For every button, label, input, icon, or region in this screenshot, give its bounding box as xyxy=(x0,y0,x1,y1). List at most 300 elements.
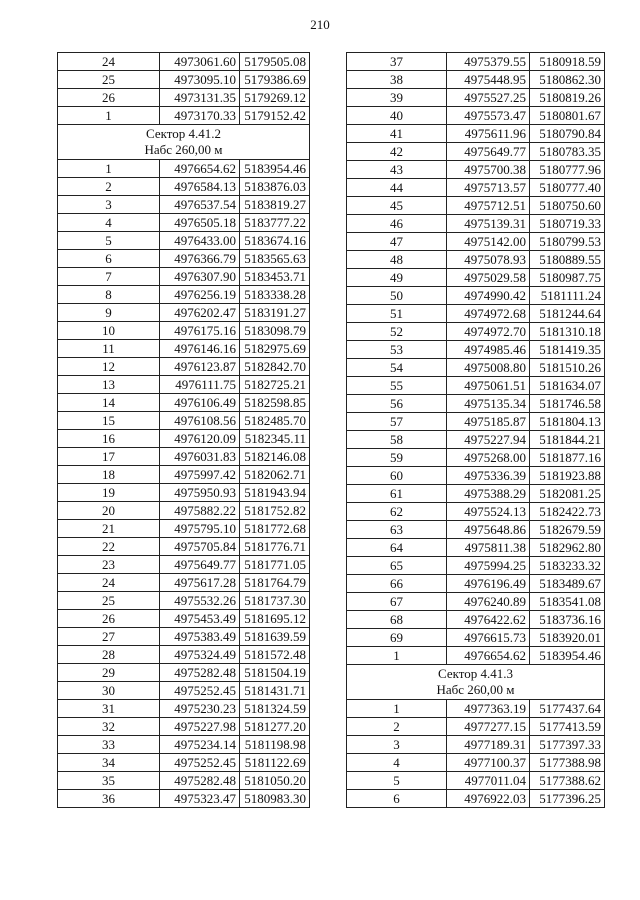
table-row xyxy=(347,359,605,377)
y-coordinate: 5181764.79 xyxy=(240,574,310,592)
y-coordinate: 5180987.75 xyxy=(530,269,605,287)
table-row xyxy=(58,592,310,610)
point-number: 51 xyxy=(347,305,447,323)
table-row xyxy=(58,448,310,466)
point-number: 6 xyxy=(58,250,160,268)
point-number: 42 xyxy=(347,143,447,161)
coordinates-table-left xyxy=(57,52,310,808)
table-row xyxy=(58,484,310,502)
table-row xyxy=(58,160,310,178)
point-number: 2 xyxy=(347,718,447,736)
x-coordinate: 4976202.47 xyxy=(160,304,240,322)
point-number: 30 xyxy=(58,682,160,700)
y-coordinate: 5181510.26 xyxy=(530,359,605,377)
point-number: 46 xyxy=(347,215,447,233)
point-number: 20 xyxy=(58,502,160,520)
y-coordinate: 5181244.64 xyxy=(530,305,605,323)
point-number: 47 xyxy=(347,233,447,251)
point-number: 22 xyxy=(58,538,160,556)
x-coordinate: 4977100.37 xyxy=(447,754,530,772)
y-coordinate: 5181324.59 xyxy=(240,700,310,718)
point-number: 38 xyxy=(347,71,447,89)
point-number: 15 xyxy=(58,412,160,430)
table-row xyxy=(347,539,605,557)
x-coordinate: 4975795.10 xyxy=(160,520,240,538)
x-coordinate: 4975029.58 xyxy=(447,269,530,287)
point-number: 44 xyxy=(347,179,447,197)
y-coordinate: 5181943.94 xyxy=(240,484,310,502)
point-number: 1 xyxy=(347,647,447,665)
table-row xyxy=(347,125,605,143)
y-coordinate: 5180983.30 xyxy=(240,790,310,808)
table-row xyxy=(347,629,605,647)
point-number: 61 xyxy=(347,485,447,503)
sector-header xyxy=(347,665,605,700)
y-coordinate: 5181122.69 xyxy=(240,754,310,772)
x-coordinate: 4975388.29 xyxy=(447,485,530,503)
x-coordinate: 4976146.16 xyxy=(160,340,240,358)
y-coordinate: 5183541.08 xyxy=(530,593,605,611)
table-row xyxy=(347,161,605,179)
table-row xyxy=(58,736,310,754)
x-coordinate: 4976175.16 xyxy=(160,322,240,340)
table-row xyxy=(347,557,605,575)
table-row xyxy=(347,233,605,251)
point-number: 36 xyxy=(58,790,160,808)
table-row xyxy=(58,286,310,304)
y-coordinate: 5181111.24 xyxy=(530,287,605,305)
table-row xyxy=(58,196,310,214)
x-coordinate: 4975135.34 xyxy=(447,395,530,413)
point-number: 33 xyxy=(58,736,160,754)
table-row xyxy=(347,772,605,790)
y-coordinate: 5180801.67 xyxy=(530,107,605,125)
x-coordinate: 4976584.13 xyxy=(160,178,240,196)
table-row xyxy=(347,395,605,413)
x-coordinate: 4975648.86 xyxy=(447,521,530,539)
x-coordinate: 4976031.83 xyxy=(160,448,240,466)
x-coordinate: 4975078.93 xyxy=(447,251,530,269)
point-number: 26 xyxy=(58,610,160,628)
point-number: 48 xyxy=(347,251,447,269)
point-number: 11 xyxy=(58,340,160,358)
y-coordinate: 5183876.03 xyxy=(240,178,310,196)
x-coordinate: 4976106.49 xyxy=(160,394,240,412)
sector-header-row xyxy=(58,125,310,160)
y-coordinate: 5182842.70 xyxy=(240,358,310,376)
y-coordinate: 5177397.33 xyxy=(530,736,605,754)
point-number: 12 xyxy=(58,358,160,376)
table-row xyxy=(347,467,605,485)
table-row xyxy=(58,71,310,89)
x-coordinate: 4975230.23 xyxy=(160,700,240,718)
y-coordinate: 5183489.67 xyxy=(530,575,605,593)
y-coordinate: 5183453.71 xyxy=(240,268,310,286)
y-coordinate: 5181752.82 xyxy=(240,502,310,520)
y-coordinate: 5181923.88 xyxy=(530,467,605,485)
x-coordinate: 4975227.98 xyxy=(160,718,240,736)
y-coordinate: 5183098.79 xyxy=(240,322,310,340)
y-coordinate: 5180862.30 xyxy=(530,71,605,89)
point-number: 28 xyxy=(58,646,160,664)
table-row xyxy=(347,575,605,593)
table-row xyxy=(58,178,310,196)
x-coordinate: 4975700.38 xyxy=(447,161,530,179)
y-coordinate: 5181198.98 xyxy=(240,736,310,754)
table-row xyxy=(58,394,310,412)
y-coordinate: 5181431.71 xyxy=(240,682,310,700)
y-coordinate: 5180819.26 xyxy=(530,89,605,107)
y-coordinate: 5181695.12 xyxy=(240,610,310,628)
y-coordinate: 5180918.59 xyxy=(530,53,605,71)
x-coordinate: 4976505.18 xyxy=(160,214,240,232)
x-coordinate: 4975524.13 xyxy=(447,503,530,521)
y-coordinate: 5181776.71 xyxy=(240,538,310,556)
x-coordinate: 4976196.49 xyxy=(447,575,530,593)
table-row xyxy=(58,358,310,376)
point-number: 64 xyxy=(347,539,447,557)
table-row xyxy=(58,250,310,268)
x-coordinate: 4975139.31 xyxy=(447,215,530,233)
x-coordinate: 4977189.31 xyxy=(447,736,530,754)
x-coordinate: 4976654.62 xyxy=(160,160,240,178)
y-coordinate: 5180777.96 xyxy=(530,161,605,179)
point-number: 4 xyxy=(58,214,160,232)
x-coordinate: 4975997.42 xyxy=(160,466,240,484)
point-number: 54 xyxy=(347,359,447,377)
point-number: 1 xyxy=(58,107,160,125)
y-coordinate: 5181771.05 xyxy=(240,556,310,574)
x-coordinate: 4976307.90 xyxy=(160,268,240,286)
y-coordinate: 5183954.46 xyxy=(240,160,310,178)
y-coordinate: 5182146.08 xyxy=(240,448,310,466)
x-coordinate: 4975336.39 xyxy=(447,467,530,485)
y-coordinate: 5181746.58 xyxy=(530,395,605,413)
x-coordinate: 4977011.04 xyxy=(447,772,530,790)
sector-header-row xyxy=(347,665,605,700)
y-coordinate: 5182962.80 xyxy=(530,539,605,557)
y-coordinate: 5180790.84 xyxy=(530,125,605,143)
x-coordinate: 4973131.35 xyxy=(160,89,240,107)
x-coordinate: 4977363.19 xyxy=(447,700,530,718)
table-row xyxy=(58,304,310,322)
point-number: 68 xyxy=(347,611,447,629)
table-row xyxy=(58,664,310,682)
y-coordinate: 5182679.59 xyxy=(530,521,605,539)
table-row xyxy=(58,232,310,250)
x-coordinate: 4975950.93 xyxy=(160,484,240,502)
table-row xyxy=(58,268,310,286)
x-coordinate: 4975383.49 xyxy=(160,628,240,646)
y-coordinate: 5181310.18 xyxy=(530,323,605,341)
table-row xyxy=(58,430,310,448)
x-coordinate: 4975323.47 xyxy=(160,790,240,808)
x-coordinate: 4976240.89 xyxy=(447,593,530,611)
table-row xyxy=(347,251,605,269)
x-coordinate: 4975649.77 xyxy=(160,556,240,574)
point-number: 49 xyxy=(347,269,447,287)
table-row xyxy=(58,610,310,628)
point-number: 58 xyxy=(347,431,447,449)
point-number: 5 xyxy=(58,232,160,250)
y-coordinate: 5183674.16 xyxy=(240,232,310,250)
table-row xyxy=(347,485,605,503)
table-row xyxy=(347,736,605,754)
y-coordinate: 5181804.13 xyxy=(530,413,605,431)
point-number: 39 xyxy=(347,89,447,107)
point-number: 56 xyxy=(347,395,447,413)
point-number: 7 xyxy=(58,268,160,286)
y-coordinate: 5182422.73 xyxy=(530,503,605,521)
sector-height: Набс 260,00 м xyxy=(436,682,515,697)
point-number: 21 xyxy=(58,520,160,538)
x-coordinate: 4975527.25 xyxy=(447,89,530,107)
x-coordinate: 4975453.49 xyxy=(160,610,240,628)
table-row xyxy=(58,466,310,484)
point-number: 62 xyxy=(347,503,447,521)
table-row xyxy=(347,107,605,125)
x-coordinate: 4974990.42 xyxy=(447,287,530,305)
table-row xyxy=(58,520,310,538)
point-number: 43 xyxy=(347,161,447,179)
x-coordinate: 4976615.73 xyxy=(447,629,530,647)
table-row xyxy=(347,790,605,808)
x-coordinate: 4975448.95 xyxy=(447,71,530,89)
point-number: 45 xyxy=(347,197,447,215)
y-coordinate: 5181419.35 xyxy=(530,341,605,359)
x-coordinate: 4975882.22 xyxy=(160,502,240,520)
x-coordinate: 4975994.25 xyxy=(447,557,530,575)
table-row xyxy=(58,574,310,592)
y-coordinate: 5179386.69 xyxy=(240,71,310,89)
x-coordinate: 4976422.62 xyxy=(447,611,530,629)
y-coordinate: 5177413.59 xyxy=(530,718,605,736)
y-coordinate: 5182062.71 xyxy=(240,466,310,484)
y-coordinate: 5181050.20 xyxy=(240,772,310,790)
table-row xyxy=(347,305,605,323)
x-coordinate: 4976922.03 xyxy=(447,790,530,808)
x-coordinate: 4976654.62 xyxy=(447,647,530,665)
table-row xyxy=(58,628,310,646)
x-coordinate: 4975061.51 xyxy=(447,377,530,395)
table-row xyxy=(347,718,605,736)
y-coordinate: 5177396.25 xyxy=(530,790,605,808)
x-coordinate: 4976433.00 xyxy=(160,232,240,250)
table-row xyxy=(347,521,605,539)
table-row xyxy=(347,647,605,665)
point-number: 34 xyxy=(58,754,160,772)
point-number: 5 xyxy=(347,772,447,790)
x-coordinate: 4975573.47 xyxy=(447,107,530,125)
table-row xyxy=(58,502,310,520)
sector-title: Сектор 4.41.3 xyxy=(437,666,513,681)
x-coordinate: 4975252.45 xyxy=(160,682,240,700)
point-number: 29 xyxy=(58,664,160,682)
y-coordinate: 5183954.46 xyxy=(530,647,605,665)
table-row xyxy=(58,322,310,340)
x-coordinate: 4975712.51 xyxy=(447,197,530,215)
y-coordinate: 5180719.33 xyxy=(530,215,605,233)
table-row xyxy=(347,53,605,71)
x-coordinate: 4976108.56 xyxy=(160,412,240,430)
y-coordinate: 5183777.22 xyxy=(240,214,310,232)
table-row xyxy=(347,179,605,197)
point-number: 3 xyxy=(58,196,160,214)
table-row xyxy=(347,377,605,395)
y-coordinate: 5183736.16 xyxy=(530,611,605,629)
y-coordinate: 5181639.59 xyxy=(240,628,310,646)
y-coordinate: 5177388.62 xyxy=(530,772,605,790)
table-row xyxy=(347,431,605,449)
x-coordinate: 4976111.75 xyxy=(160,376,240,394)
point-number: 19 xyxy=(58,484,160,502)
sector-title: Сектор 4.41.2 xyxy=(145,126,221,141)
table-row xyxy=(347,503,605,521)
y-coordinate: 5183565.63 xyxy=(240,250,310,268)
y-coordinate: 5180783.35 xyxy=(530,143,605,161)
table-row xyxy=(58,718,310,736)
x-coordinate: 4975142.00 xyxy=(447,233,530,251)
y-coordinate: 5181844.21 xyxy=(530,431,605,449)
y-coordinate: 5177388.98 xyxy=(530,754,605,772)
table-row xyxy=(347,323,605,341)
point-number: 55 xyxy=(347,377,447,395)
point-number: 50 xyxy=(347,287,447,305)
point-number: 4 xyxy=(347,754,447,772)
y-coordinate: 5181572.48 xyxy=(240,646,310,664)
table-row xyxy=(58,646,310,664)
table-row xyxy=(347,71,605,89)
x-coordinate: 4975185.87 xyxy=(447,413,530,431)
table-row xyxy=(347,449,605,467)
point-number: 23 xyxy=(58,556,160,574)
point-number: 66 xyxy=(347,575,447,593)
table-row xyxy=(58,89,310,107)
x-coordinate: 4973170.33 xyxy=(160,107,240,125)
x-coordinate: 4975252.45 xyxy=(160,754,240,772)
table-row xyxy=(58,376,310,394)
y-coordinate: 5181277.20 xyxy=(240,718,310,736)
y-coordinate: 5183338.28 xyxy=(240,286,310,304)
point-number: 59 xyxy=(347,449,447,467)
point-number: 24 xyxy=(58,574,160,592)
y-coordinate: 5181877.16 xyxy=(530,449,605,467)
point-number: 69 xyxy=(347,629,447,647)
x-coordinate: 4975811.38 xyxy=(447,539,530,557)
y-coordinate: 5183819.27 xyxy=(240,196,310,214)
point-number: 41 xyxy=(347,125,447,143)
table-row xyxy=(58,538,310,556)
point-number: 27 xyxy=(58,628,160,646)
x-coordinate: 4976120.09 xyxy=(160,430,240,448)
x-coordinate: 4975268.00 xyxy=(447,449,530,467)
point-number: 9 xyxy=(58,304,160,322)
point-number: 24 xyxy=(58,53,160,71)
point-number: 37 xyxy=(347,53,447,71)
y-coordinate: 5182345.11 xyxy=(240,430,310,448)
point-number: 17 xyxy=(58,448,160,466)
point-number: 1 xyxy=(347,700,447,718)
table-row xyxy=(58,772,310,790)
point-number: 8 xyxy=(58,286,160,304)
x-coordinate: 4975282.48 xyxy=(160,664,240,682)
x-coordinate: 4975617.28 xyxy=(160,574,240,592)
table-row xyxy=(347,287,605,305)
table-row xyxy=(347,215,605,233)
table-row xyxy=(347,341,605,359)
point-number: 16 xyxy=(58,430,160,448)
y-coordinate: 5180777.40 xyxy=(530,179,605,197)
point-number: 67 xyxy=(347,593,447,611)
sector-height: Набс 260,00 м xyxy=(144,142,223,157)
point-number: 1 xyxy=(58,160,160,178)
table-row xyxy=(58,412,310,430)
point-number: 32 xyxy=(58,718,160,736)
point-number: 26 xyxy=(58,89,160,107)
table-row xyxy=(58,790,310,808)
point-number: 52 xyxy=(347,323,447,341)
x-coordinate: 4976537.54 xyxy=(160,196,240,214)
point-number: 25 xyxy=(58,71,160,89)
y-coordinate: 5180750.60 xyxy=(530,197,605,215)
table-row xyxy=(347,269,605,287)
y-coordinate: 5182485.70 xyxy=(240,412,310,430)
x-coordinate: 4975649.77 xyxy=(447,143,530,161)
table-row xyxy=(58,107,310,125)
x-coordinate: 4976123.87 xyxy=(160,358,240,376)
y-coordinate: 5179505.08 xyxy=(240,53,310,71)
x-coordinate: 4974972.68 xyxy=(447,305,530,323)
table-row xyxy=(58,556,310,574)
point-number: 35 xyxy=(58,772,160,790)
y-coordinate: 5181634.07 xyxy=(530,377,605,395)
y-coordinate: 5183191.27 xyxy=(240,304,310,322)
x-coordinate: 4975713.57 xyxy=(447,179,530,197)
table-row xyxy=(347,89,605,107)
table-row xyxy=(347,413,605,431)
y-coordinate: 5183920.01 xyxy=(530,629,605,647)
y-coordinate: 5181737.30 xyxy=(240,592,310,610)
point-number: 57 xyxy=(347,413,447,431)
table-row xyxy=(58,682,310,700)
y-coordinate: 5181772.68 xyxy=(240,520,310,538)
x-coordinate: 4975324.49 xyxy=(160,646,240,664)
x-coordinate: 4975611.96 xyxy=(447,125,530,143)
point-number: 40 xyxy=(347,107,447,125)
point-number: 13 xyxy=(58,376,160,394)
y-coordinate: 5179152.42 xyxy=(240,107,310,125)
x-coordinate: 4975379.55 xyxy=(447,53,530,71)
x-coordinate: 4976366.79 xyxy=(160,250,240,268)
point-number: 53 xyxy=(347,341,447,359)
point-number: 18 xyxy=(58,466,160,484)
table-row xyxy=(58,700,310,718)
coordinates-table-right xyxy=(346,52,605,808)
y-coordinate: 5181504.19 xyxy=(240,664,310,682)
table-row xyxy=(347,197,605,215)
y-coordinate: 5182081.25 xyxy=(530,485,605,503)
table-row xyxy=(347,754,605,772)
table-row xyxy=(347,143,605,161)
x-coordinate: 4975705.84 xyxy=(160,538,240,556)
table-row xyxy=(58,754,310,772)
point-number: 2 xyxy=(58,178,160,196)
y-coordinate: 5183233.32 xyxy=(530,557,605,575)
point-number: 65 xyxy=(347,557,447,575)
x-coordinate: 4976256.19 xyxy=(160,286,240,304)
point-number: 3 xyxy=(347,736,447,754)
x-coordinate: 4975008.80 xyxy=(447,359,530,377)
